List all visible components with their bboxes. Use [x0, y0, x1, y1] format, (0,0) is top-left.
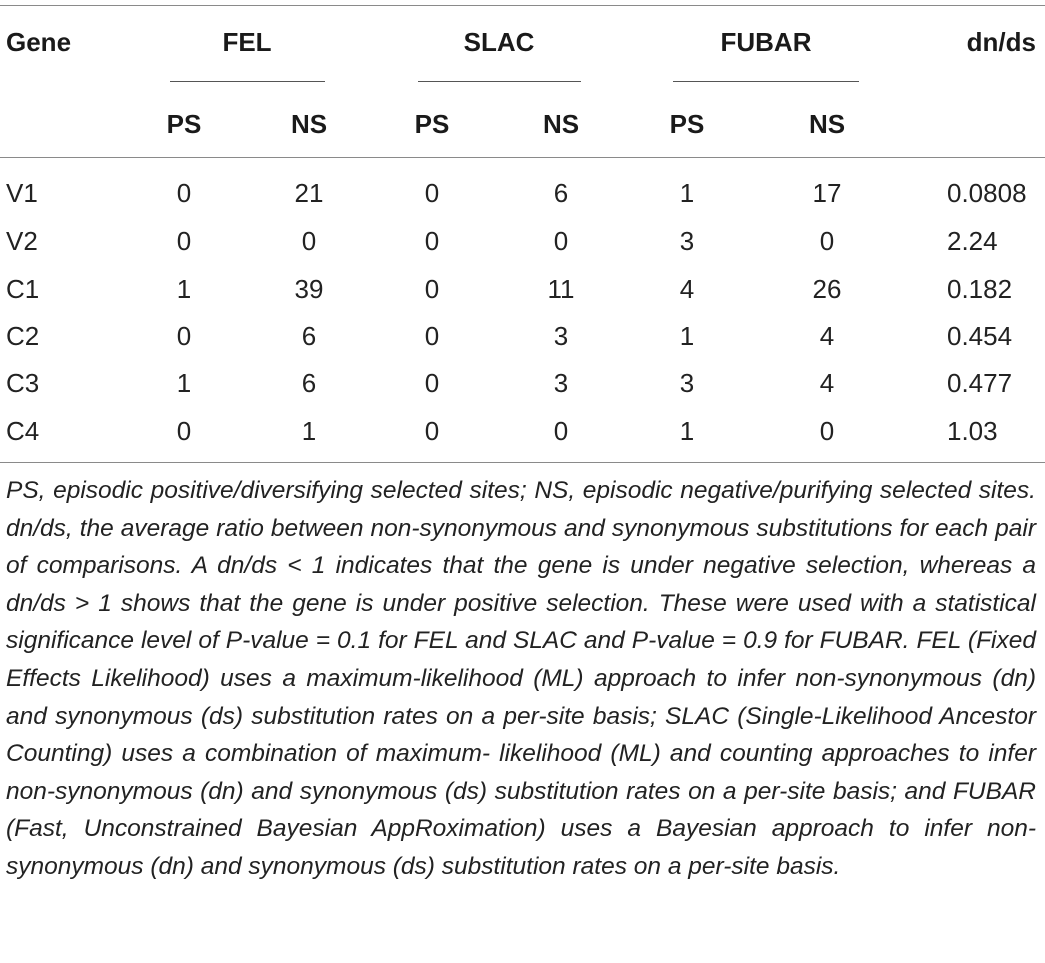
value-cell: 1 [176, 368, 192, 398]
dnds-cell: 0.477 [947, 368, 1013, 398]
value-cell: 3 [679, 368, 695, 398]
gene-cell: C3 [6, 368, 40, 398]
table-footnote: PS, episodic positive/diversifying selected sites; NS, episodic negative/purifying selected sites. dn/ds, the average ratio between non-synonymous and synonymous substitutions for each pair of comparisons. A dn/ds < 1 indicates that the gene is under negative selection, whereas a dn/ds > 1 shows that the gene is under positive selection. These were used with a statistical significance level of P-value = 0.1 for FEL and SLAC and P-value = 0.9 for FUBAR. FEL (Fixed Effects Likelihood) uses a maximum-likelihood (ML) approach to infer non-synonymous (dn) and synonymous (ds) substitution rates on a per-site basis; SLAC (Single-Likelihood Ancestor Counting) uses a combination of maximum- likelihood (ML) and counting approaches to infer non-synonymous (dn) and synonymous (ds) substitution rates on a per-site basis; and FUBAR (Fast, Unconstrained Bayesian AppRoximation) uses a Bayesian approach to infer non-synonymous (dn) and synonymous (ds) substitution rates on a per-site basis. [6, 477, 1036, 880]
value-cell: 3 [679, 226, 695, 256]
fel-ns-header: NS [290, 109, 328, 139]
gene-cell: V2 [6, 226, 38, 256]
dnds-cell: 2.24 [947, 226, 998, 256]
value-cell: 0 [176, 178, 192, 208]
value-cell: 0 [424, 416, 440, 446]
value-cell: 21 [294, 178, 324, 208]
fel-ps-header: PS [166, 109, 202, 139]
slac-ps-header: PS [414, 109, 450, 139]
slac-header: SLAC [463, 27, 535, 57]
dnds-cell: 1.03 [947, 416, 998, 446]
value-cell: 0 [301, 226, 317, 256]
value-cell: 0 [424, 226, 440, 256]
value-cell: 3 [553, 321, 569, 351]
fubar-header: FUBAR [720, 27, 812, 57]
value-cell: 0 [553, 416, 569, 446]
value-cell: 0 [176, 321, 192, 351]
value-cell: 17 [812, 178, 842, 208]
fubar-ns-header: NS [808, 109, 846, 139]
value-cell: 6 [553, 178, 569, 208]
gene-cell: C2 [6, 321, 40, 351]
gene-cell: V1 [6, 178, 38, 208]
value-cell: 4 [679, 274, 695, 304]
gene-cell: C1 [6, 274, 40, 304]
value-cell: 1 [301, 416, 317, 446]
value-cell: 4 [819, 368, 835, 398]
value-cell: 0 [424, 274, 440, 304]
dnds-cell: 0.182 [947, 274, 1013, 304]
value-cell: 1 [679, 416, 695, 446]
bottom-rule [0, 462, 1045, 463]
value-cell: 0 [424, 321, 440, 351]
header-rule [0, 157, 1045, 158]
value-cell: 0 [553, 226, 569, 256]
value-cell: 1 [176, 274, 192, 304]
gene-cell: C4 [6, 416, 40, 446]
value-cell: 0 [424, 178, 440, 208]
dnds-header: dn/ds [966, 27, 1036, 57]
slac-ns-header: NS [542, 109, 580, 139]
gene-header: Gene [6, 27, 72, 57]
value-cell: 11 [547, 274, 575, 304]
fubar-ps-header: PS [669, 109, 705, 139]
value-cell: 3 [553, 368, 569, 398]
top-rule [0, 5, 1045, 6]
value-cell: 6 [301, 368, 317, 398]
value-cell: 4 [819, 321, 835, 351]
fel-span-line [170, 81, 325, 82]
value-cell: 0 [176, 416, 192, 446]
value-cell: 0 [424, 368, 440, 398]
value-cell: 39 [294, 274, 324, 304]
fubar-span-line [673, 81, 859, 82]
value-cell: 6 [301, 321, 317, 351]
slac-span-line [418, 81, 581, 82]
fel-header: FEL [222, 27, 272, 57]
dnds-cell: 0.454 [947, 321, 1013, 351]
dnds-cell: 0.0808 [947, 178, 1027, 208]
value-cell: 1 [679, 178, 695, 208]
value-cell: 0 [819, 416, 835, 446]
value-cell: 1 [679, 321, 695, 351]
value-cell: 0 [176, 226, 192, 256]
value-cell: 26 [812, 274, 842, 304]
value-cell: 0 [819, 226, 835, 256]
